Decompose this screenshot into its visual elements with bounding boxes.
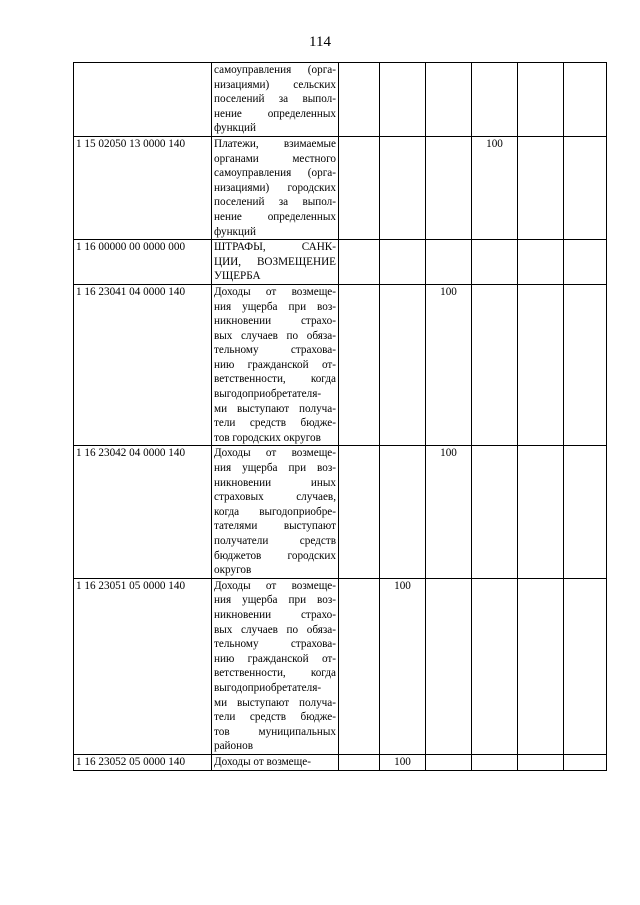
description-line: вых случаев по обяза- [214,329,336,342]
description-line: тателями выступают [214,520,336,533]
budget-code-cell: 1 16 23051 05 0000 140 [74,578,212,754]
description-line: ния ущерба при воз- [214,300,336,313]
value-cell [518,63,564,137]
description-line: ЦИИ, ВОЗМЕЩЕНИЕ [214,255,336,268]
table-row [74,754,607,770]
description-line: функций [214,122,256,135]
budget-code-cell: 1 16 23041 04 0000 140 [74,284,212,446]
description-cell [212,240,339,285]
table-row [74,446,607,578]
value-cell [518,136,564,239]
description-cell [212,754,339,770]
description-line: выгодоприобретателя- [214,681,322,694]
description-line: ми выступают получа- [214,402,336,415]
description-line: Доходы от возмеще- [214,285,336,298]
table-row [74,136,607,239]
value-cell [564,240,607,285]
value-cell [426,240,472,285]
value-cell [380,284,426,446]
revenue-table [73,62,607,771]
value-cell [472,754,518,770]
value-cell [426,754,472,770]
value-cell [518,240,564,285]
description-line: поселений за выпол- [214,196,336,209]
description-line: тели средств бюдже- [214,417,336,430]
value-cell [380,136,426,239]
description-line: нию гражданской от- [214,358,336,371]
description-line: ния ущерба при воз- [214,594,336,607]
description-line: функций [214,225,256,238]
description-cell [212,284,339,446]
value-cell [564,578,607,754]
value-cell [518,754,564,770]
value-cell [339,284,380,446]
description-line: нение определенных [214,107,336,120]
page-number: 114 [309,34,331,50]
table-row [74,63,607,137]
description-cell [212,63,339,137]
description-line: ми выступают получа- [214,696,336,709]
description-line: Доходы от возмеще- [214,447,336,460]
value-cell [564,63,607,137]
value-cell [518,284,564,446]
value-cell [339,446,380,578]
value-cell [472,446,518,578]
value-cell: 100 [426,446,472,578]
description-line: Платежи, взимаемые [214,137,336,150]
description-line: никновении страхо- [214,315,336,328]
description-line: Доходы от возмеще- [214,579,336,592]
description-line: тов городских округов [214,431,321,444]
value-cell [380,63,426,137]
budget-code-cell: 1 15 02050 13 0000 140 [74,136,212,239]
table-row [74,284,607,446]
description-line: когда выгодоприобре- [214,505,336,518]
value-cell [472,578,518,754]
value-cell [564,754,607,770]
value-cell [426,63,472,137]
table-row [74,578,607,754]
description-line: районов [214,740,254,753]
description-line: получатели средств [214,535,336,547]
description-line: самоуправления (орга- [214,64,336,76]
value-cell: 100 [380,578,426,754]
budget-code-cell [74,63,212,137]
description-line: нение определенных [214,210,336,223]
value-cell [518,578,564,754]
value-cell [518,446,564,578]
description-line: тельному страхова- [214,638,336,651]
description-line: никновении иных [214,476,336,489]
description-line: ШТРАФЫ, САНК- [214,241,336,254]
value-cell [426,578,472,754]
description-line: органами местного [214,152,336,165]
value-cell [472,284,518,446]
description-line: низациями) городских [214,181,336,194]
value-cell [380,240,426,285]
description-line: бюджетов городских [214,549,336,562]
budget-code-cell: 1 16 23052 05 0000 140 [74,754,212,770]
description-line: выгодоприобретателя- [214,388,322,401]
description-line: ветственности, когда [214,667,336,680]
description-line: низациями) сельских [214,78,336,91]
description-line: округов [214,564,252,577]
description-line: тов муниципальных [214,725,336,738]
budget-code-cell: 1 16 23042 04 0000 140 [74,446,212,578]
value-cell [472,240,518,285]
description-line: ветственности, когда [214,373,336,386]
value-cell [339,63,380,137]
description-line: Доходы от возмеще- [214,755,311,768]
description-cell [212,578,339,754]
description-line: страховых случаев, [214,491,336,504]
description-line: самоуправления (орга- [214,167,336,180]
description-line: вых случаев по обяза- [214,623,336,636]
description-line: тели средств бюдже- [214,711,336,724]
description-line: никновении страхо- [214,608,336,621]
description-line: нию гражданской от- [214,652,336,665]
description-line: поселений за выпол- [214,93,336,106]
value-cell [472,63,518,137]
description-cell [212,446,339,578]
value-cell [564,136,607,239]
value-cell: 100 [426,284,472,446]
value-cell [564,284,607,446]
table-body [74,63,607,771]
description-line: ния ущерба при воз- [214,462,336,475]
value-cell [339,754,380,770]
description-line: УЩЕРБА [214,270,261,283]
value-cell [380,446,426,578]
value-cell [339,136,380,239]
description-line: тельному страхова- [214,344,336,357]
budget-code-cell: 1 16 00000 00 0000 000 [74,240,212,285]
value-cell [564,446,607,578]
value-cell: 100 [380,754,426,770]
value-cell [426,136,472,239]
value-cell [339,240,380,285]
value-cell [339,578,380,754]
description-cell [212,136,339,239]
value-cell: 100 [472,136,518,239]
table-row [74,240,607,285]
